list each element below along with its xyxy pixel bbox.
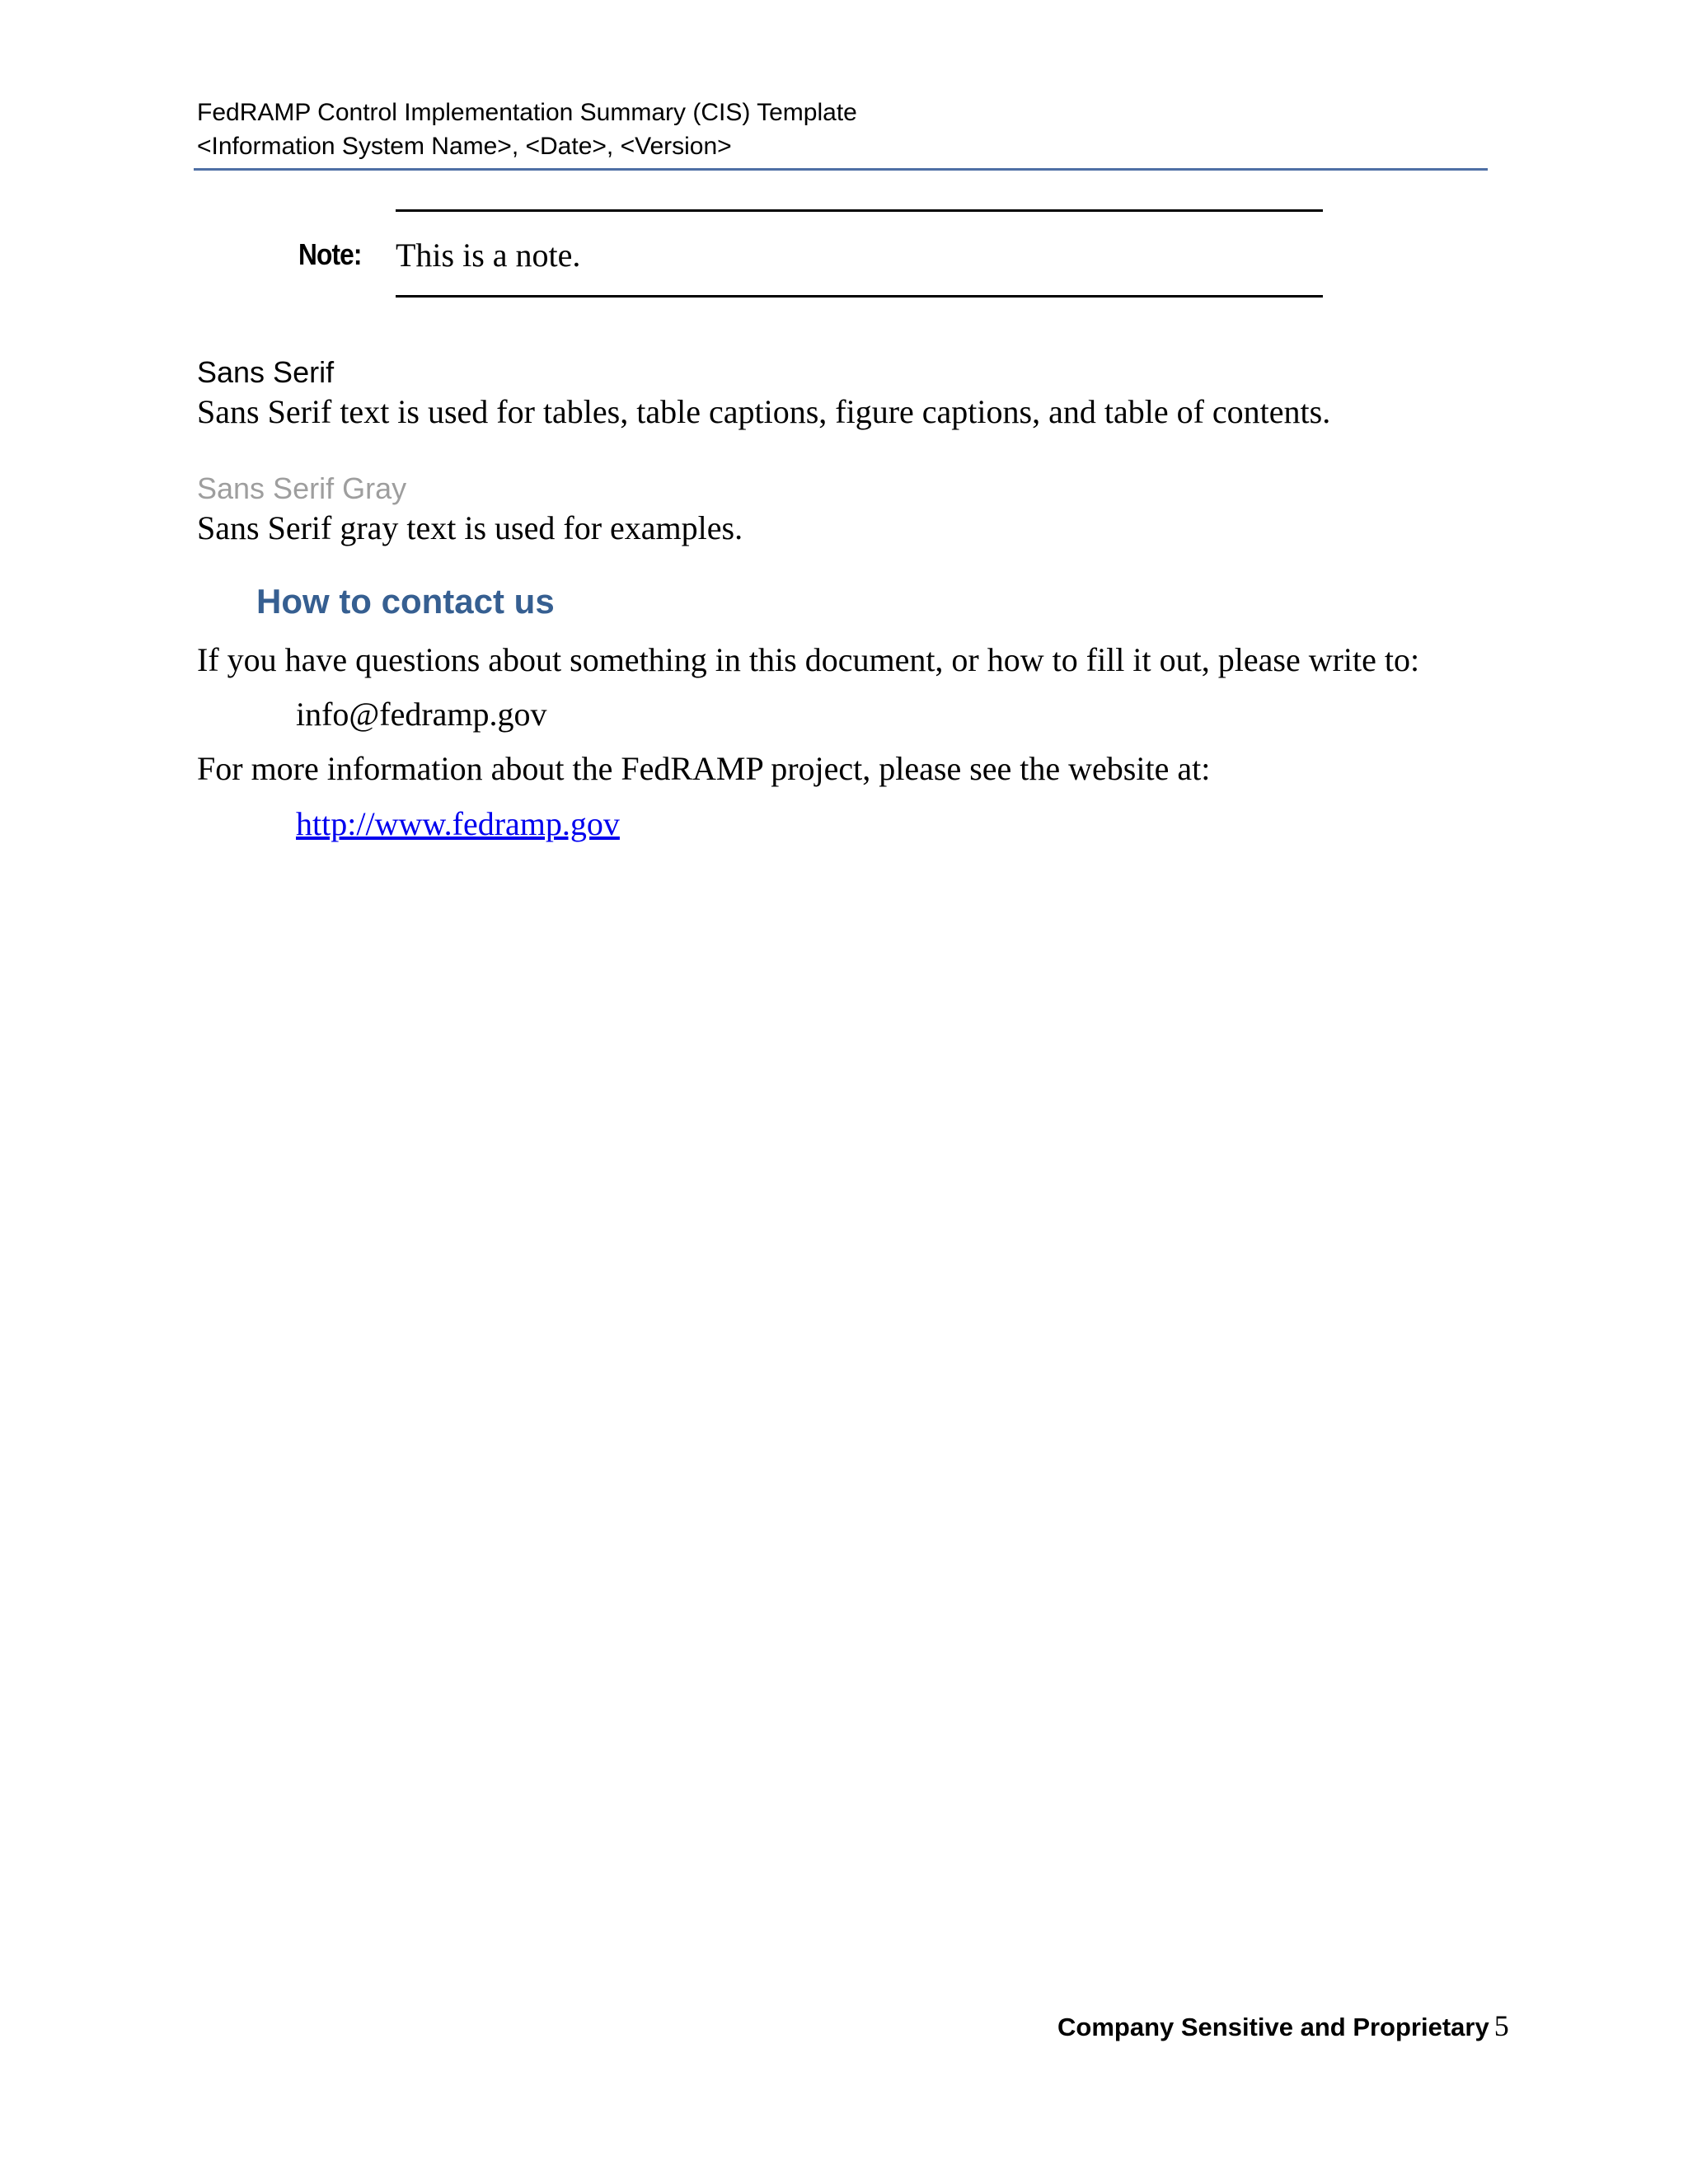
website-intro: For more information about the FedRAMP project, please see the website at: [197, 750, 1211, 787]
page-number: 5 [1493, 2009, 1509, 2042]
note-bottom-rule [396, 295, 1323, 298]
sans-serif-description: Sans Serif text is used for tables, table captions, figure captions, and table of contents. [197, 393, 1331, 430]
header-divider [194, 168, 1488, 171]
header-title: FedRAMP Control Implementation Summary (CIS) Template [197, 99, 857, 126]
page-footer [1057, 2008, 1509, 2043]
note-text: This is a note. [396, 237, 581, 274]
sans-serif-heading: Sans Serif [197, 355, 335, 389]
sans-serif-gray-description: Sans Serif gray text is used for examples. [197, 509, 743, 546]
website-link[interactable]: http://www.fedramp.gov [296, 805, 620, 842]
footer-label: Company Sensitive and Proprietary [1057, 2013, 1489, 2041]
note-top-rule [396, 209, 1323, 212]
contact-intro: If you have questions about something in this document, or how to fill it out, please write to: [197, 641, 1420, 678]
contact-heading: How to contact us [256, 582, 555, 621]
contact-email[interactable]: info@fedramp.gov [296, 696, 547, 733]
header-subtitle: <Information System Name>, <Date>, <Version> [197, 133, 732, 160]
sans-serif-gray-heading: Sans Serif Gray [197, 471, 407, 505]
note-label: Note: [298, 237, 362, 271]
